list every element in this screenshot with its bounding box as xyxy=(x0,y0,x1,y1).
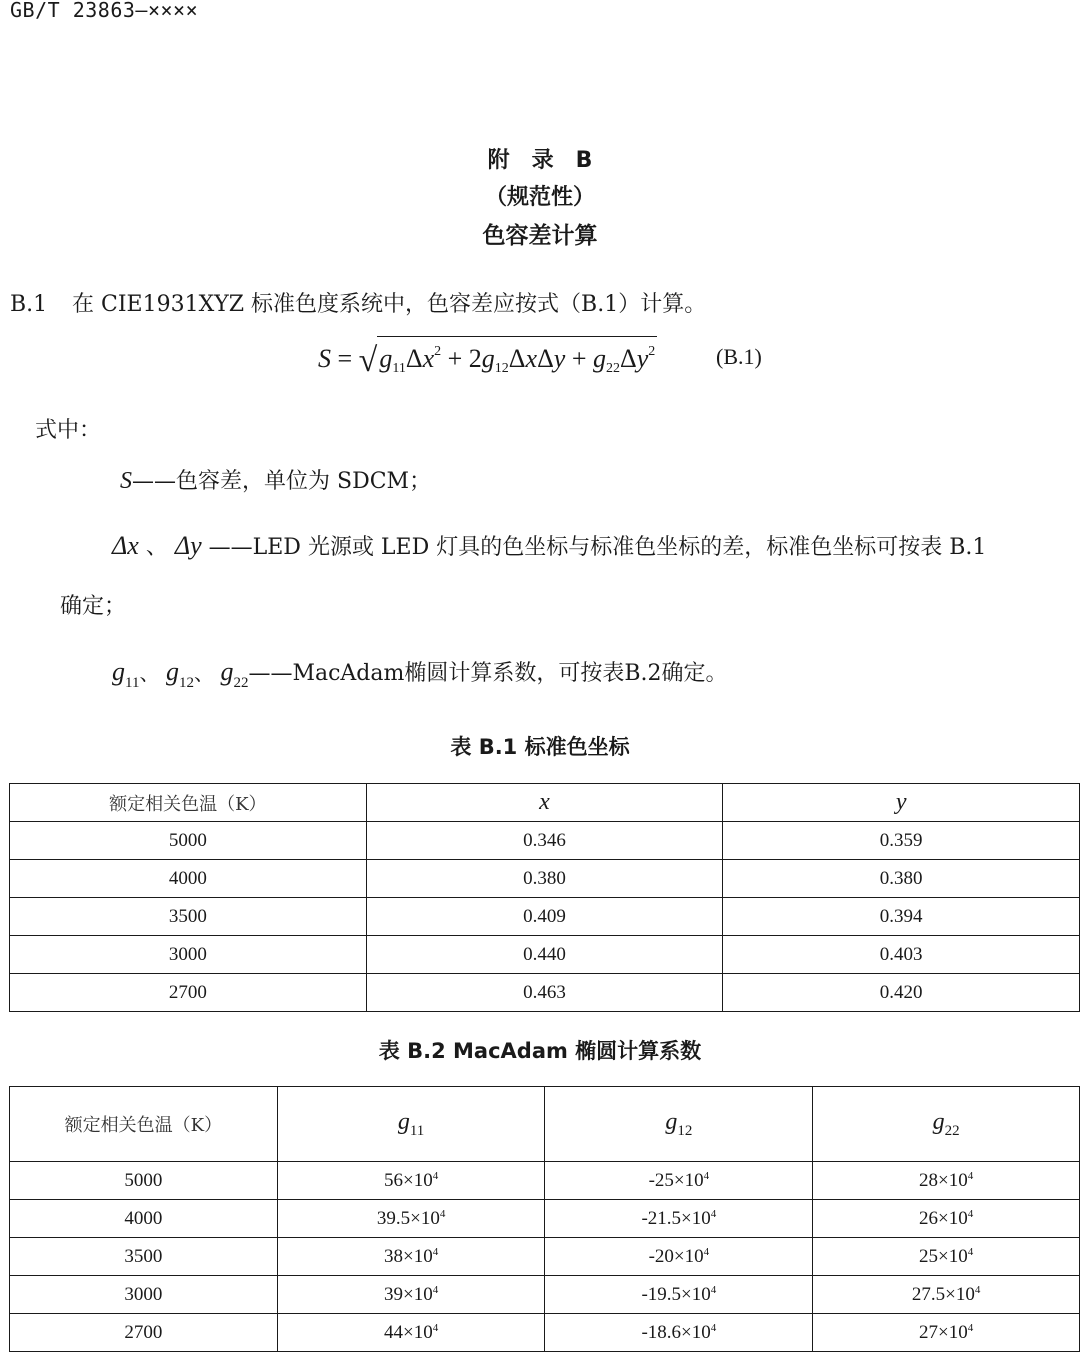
dy-symbol: Δy xyxy=(174,531,202,560)
s-definition xyxy=(120,464,431,495)
table-cell: 5000 xyxy=(10,1162,278,1200)
table-cell: 0.440 xyxy=(366,936,723,974)
dxdy-def-text: ——LED 光源或 LED 灯具的色坐标与标准色坐标的差，标准色坐标可按表 B.1 xyxy=(208,535,987,560)
table-b1-header-x: x xyxy=(366,784,723,822)
table-b2 xyxy=(9,1086,1080,1352)
table-cell: 5000 xyxy=(10,822,367,860)
table-cell: $-25\times 10^4$ xyxy=(545,1162,813,1200)
table-cell: 4000 xyxy=(10,860,367,898)
g-def-text: ——MacAdam椭圆计算系数，可按表B.2确定。 xyxy=(248,661,728,686)
table-row xyxy=(10,936,1080,974)
table-cell: 4000 xyxy=(10,1200,278,1238)
table-row xyxy=(10,974,1080,1012)
table-cell: 0.380 xyxy=(366,860,723,898)
annex-title: 附 录 B xyxy=(487,148,593,173)
table-cell: $27.5\times 10^4$ xyxy=(813,1276,1080,1314)
g-definition xyxy=(112,656,728,692)
table-b2-header-g12: $g_{12}$ xyxy=(545,1087,813,1162)
table-row xyxy=(10,1238,1080,1276)
table-row xyxy=(10,1162,1080,1200)
s-def-text: ——色容差，单位为 SDCM； xyxy=(132,469,432,494)
table-row xyxy=(10,1276,1080,1314)
annex-name: 色容差计算 xyxy=(482,223,598,249)
table-cell: 0.394 xyxy=(723,898,1080,936)
table-cell: $-21.5\times 10^4$ xyxy=(545,1200,813,1238)
clause-b1 xyxy=(10,287,706,318)
g-symbols: $g_{11}$、 $g_{12}$、 $g_{22}$ xyxy=(112,657,249,691)
table-b1-header-y: y xyxy=(723,784,1080,822)
table-cell: $26\times 10^4$ xyxy=(813,1200,1080,1238)
table-cell: 2700 xyxy=(10,974,367,1012)
table-cell: $44\times 10^4$ xyxy=(277,1314,545,1352)
table-cell: $56\times 10^4$ xyxy=(277,1162,545,1200)
table-b1-header-row xyxy=(10,784,1080,822)
dxdy-definition xyxy=(112,530,986,561)
table-b2-header-cct: 额定相关色温（K） xyxy=(10,1087,278,1162)
table-cell: $-18.6\times 10^4$ xyxy=(545,1314,813,1352)
table-cell: 3000 xyxy=(10,1276,278,1314)
annex-nature: （规范性） xyxy=(484,185,595,210)
table-cell: 0.403 xyxy=(723,936,1080,974)
table-cell: 3500 xyxy=(10,898,367,936)
table-b2-header-g11: $g_{11}$ xyxy=(277,1087,545,1162)
table-cell: 3500 xyxy=(10,1238,278,1276)
table-cell: $25\times 10^4$ xyxy=(813,1238,1080,1276)
equation-label: (B.1) xyxy=(716,344,762,369)
table-cell: 2700 xyxy=(10,1314,278,1352)
table-row xyxy=(10,898,1080,936)
table-cell: $-19.5\times 10^4$ xyxy=(545,1276,813,1314)
table-cell: 0.380 xyxy=(723,860,1080,898)
table-b2-header-row xyxy=(10,1087,1080,1162)
table-b2-caption: 表 B.2 MacAdam 椭圆计算系数 xyxy=(378,1039,702,1063)
table-cell: 0.420 xyxy=(723,974,1080,1012)
table-b1-header-cct: 额定相关色温（K） xyxy=(10,784,367,822)
s-symbol: S xyxy=(120,468,132,494)
table-cell: 0.409 xyxy=(366,898,723,936)
table-b1-caption: 表 B.1 标准色坐标 xyxy=(450,735,630,759)
where-intro: 式中： xyxy=(35,418,102,443)
table-row xyxy=(10,1200,1080,1238)
table-cell: $39.5\times 10^4$ xyxy=(277,1200,545,1238)
table-cell: 0.346 xyxy=(366,822,723,860)
table-cell: 0.359 xyxy=(723,822,1080,860)
clause-number: B.1 xyxy=(10,292,48,317)
table-cell: $28\times 10^4$ xyxy=(813,1162,1080,1200)
dx-symbol: Δx xyxy=(112,531,139,560)
table-row xyxy=(10,1314,1080,1352)
table-cell: $39\times 10^4$ xyxy=(277,1276,545,1314)
table-cell: 3000 xyxy=(10,936,367,974)
table-cell: $-20\times 10^4$ xyxy=(545,1238,813,1276)
standard-code: GB/T 23863—×××× xyxy=(10,0,199,22)
table-cell: $27\times 10^4$ xyxy=(813,1314,1080,1352)
color-tolerance-equation: $S = √g_{11}\Delta x^2 + 2g_{12}\Delta x\Delta y + g_{22}\Delta y^2$ xyxy=(318,336,657,384)
table-b1 xyxy=(9,783,1080,1012)
table-row xyxy=(10,860,1080,898)
clause-text: 在 CIE1931XYZ 标准色度系统中，色容差应按式（B.1）计算。 xyxy=(72,292,707,317)
table-row xyxy=(10,822,1080,860)
dxdy-separator: 、 xyxy=(145,535,168,560)
table-b2-header-g22: $g_{22}$ xyxy=(813,1087,1080,1162)
dxdy-def-continuation: 确定； xyxy=(60,594,127,619)
table-cell: 0.463 xyxy=(366,974,723,1012)
table-cell: $38\times 10^4$ xyxy=(277,1238,545,1276)
